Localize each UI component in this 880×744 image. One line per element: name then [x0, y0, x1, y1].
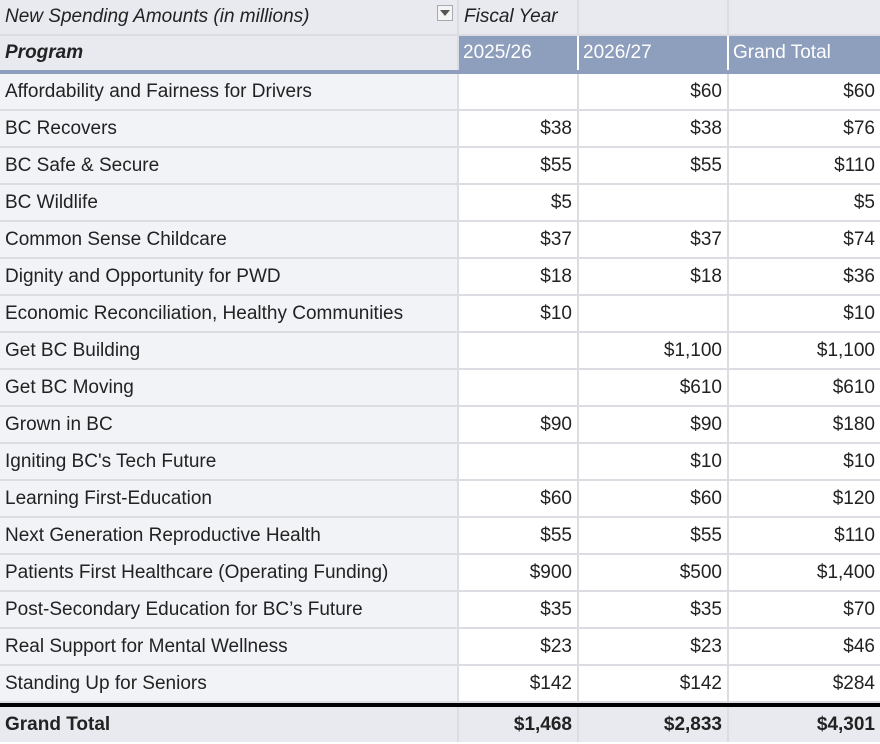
empty-header-cell	[729, 0, 880, 34]
value-cell-2026-27[interactable]: $35	[579, 592, 729, 627]
program-cell[interactable]: Grown in BC	[0, 407, 459, 442]
value-cell-2025-26[interactable]: $60	[459, 481, 579, 516]
table-row	[0, 444, 880, 481]
value-cell-2025-26[interactable]: $38	[459, 111, 579, 146]
value-cell-grand-total[interactable]: $1,100	[816, 339, 875, 361]
table-row	[0, 333, 880, 370]
program-cell[interactable]: Post-Secondary Education for BC’s Future	[0, 592, 459, 627]
value-cell-2026-27[interactable]: $55	[579, 518, 729, 553]
program-cell[interactable]: Patients First Healthcare (Operating Funding)	[0, 555, 459, 590]
program-cell[interactable]: Dignity and Opportunity for PWD	[0, 259, 459, 294]
corner-label-cell[interactable]	[0, 0, 459, 34]
table-row	[0, 407, 880, 444]
value-cell-2025-26[interactable]: $35	[459, 592, 579, 627]
table-row	[0, 481, 880, 518]
empty-header-cell	[579, 0, 729, 34]
value-cell-2026-27[interactable]: $37	[579, 222, 729, 257]
program-cell[interactable]: Real Support for Mental Wellness	[0, 629, 459, 664]
column-header-grand-total[interactable]: Grand Total	[729, 36, 880, 70]
table-row	[0, 296, 880, 333]
value-cell-grand-total[interactable]: $5	[853, 191, 875, 213]
value-cell-2025-26[interactable]: $900	[459, 555, 579, 590]
grand-total-overall[interactable]: $4,301	[729, 707, 880, 742]
value-cell-2026-27[interactable]	[579, 185, 729, 220]
value-cell-grand-total[interactable]: $76	[843, 117, 875, 139]
value-cell-grand-total[interactable]: $60	[843, 80, 875, 102]
value-cell-grand-total[interactable]: $180	[832, 413, 875, 435]
program-cell[interactable]: BC Wildlife	[0, 185, 459, 220]
column-header-2025-26[interactable]: 2025/26	[459, 36, 579, 70]
table-row	[0, 222, 880, 259]
program-cell[interactable]: Affordability and Fairness for Drivers	[0, 74, 459, 109]
table-row	[0, 666, 880, 703]
program-cell[interactable]: Igniting BC's Tech Future	[0, 444, 459, 479]
value-cell-2026-27[interactable]: $610	[579, 370, 729, 405]
dropdown-arrow-icon[interactable]	[437, 5, 453, 21]
table-row	[0, 185, 880, 222]
value-cell-grand-total[interactable]: $36	[843, 265, 875, 287]
program-cell[interactable]: Economic Reconciliation, Healthy Communities	[0, 296, 459, 331]
value-cell-2026-27[interactable]: $142	[579, 666, 729, 701]
value-cell-grand-total[interactable]: $110	[834, 154, 875, 176]
value-cell-2025-26[interactable]: $23	[459, 629, 579, 664]
value-cell-2025-26[interactable]: $37	[459, 222, 579, 257]
row-field-label[interactable]: Program	[0, 36, 459, 70]
value-cell-grand-total[interactable]: $284	[832, 672, 875, 694]
grand-total-2026-27[interactable]: $2,833	[579, 707, 729, 742]
value-cell-grand-total[interactable]: $1,400	[816, 561, 875, 583]
table-row	[0, 370, 880, 407]
program-cell[interactable]: Standing Up for Seniors	[0, 666, 459, 701]
table-row	[0, 555, 880, 592]
value-cell-grand-total[interactable]: $10	[843, 450, 875, 472]
program-cell[interactable]: Get BC Building	[0, 333, 459, 368]
value-cell-grand-total[interactable]: $46	[843, 635, 875, 657]
value-cell-2026-27[interactable]: $38	[579, 111, 729, 146]
value-cell-2026-27[interactable]: $1,100	[579, 333, 729, 368]
value-cell-2026-27[interactable]: $55	[579, 148, 729, 183]
value-cell-2026-27[interactable]: $18	[579, 259, 729, 294]
value-cell-2026-27[interactable]: $500	[579, 555, 729, 590]
value-cell-2025-26[interactable]: $5	[459, 185, 579, 220]
program-cell[interactable]: BC Safe & Secure	[0, 148, 459, 183]
program-cell[interactable]: Learning First-Education	[0, 481, 459, 516]
value-cell-grand-total[interactable]: $70	[843, 598, 875, 620]
value-cell-grand-total[interactable]: $110	[834, 524, 875, 546]
value-cell-2025-26[interactable]: $90	[459, 407, 579, 442]
value-cell-2025-26[interactable]: $142	[459, 666, 579, 701]
grand-total-2025-26[interactable]: $1,468	[459, 707, 579, 742]
value-cell-grand-total[interactable]: $74	[843, 228, 875, 250]
value-cell-2025-26[interactable]	[459, 370, 579, 405]
value-cell-2026-27[interactable]: $60	[579, 74, 729, 109]
value-cell-2026-27[interactable]	[579, 296, 729, 331]
pivot-filter-row	[0, 0, 880, 36]
program-cell[interactable]: Get BC Moving	[0, 370, 459, 405]
corner-label: New Spending Amounts (in millions)	[5, 6, 310, 27]
table-row	[0, 148, 880, 185]
column-header-row	[0, 36, 880, 74]
value-cell-2025-26[interactable]	[459, 74, 579, 109]
grand-total-row	[0, 703, 880, 742]
value-cell-2025-26[interactable]: $18	[459, 259, 579, 294]
value-cell-2026-27[interactable]: $23	[579, 629, 729, 664]
value-cell-2025-26[interactable]	[459, 333, 579, 368]
value-cell-2025-26[interactable]: $55	[459, 148, 579, 183]
table-row	[0, 74, 880, 111]
value-cell-2025-26[interactable]: $55	[459, 518, 579, 553]
program-cell[interactable]: BC Recovers	[0, 111, 459, 146]
table-row	[0, 111, 880, 148]
value-cell-2026-27[interactable]: $60	[579, 481, 729, 516]
value-cell-2025-26[interactable]: $10	[459, 296, 579, 331]
grand-total-label[interactable]: Grand Total	[0, 707, 459, 742]
program-cell[interactable]: Common Sense Childcare	[0, 222, 459, 257]
value-cell-2026-27[interactable]: $10	[579, 444, 729, 479]
table-row	[0, 629, 880, 666]
program-cell[interactable]: Next Generation Reproductive Health	[0, 518, 459, 553]
value-cell-grand-total[interactable]: $610	[832, 376, 875, 398]
value-cell-2025-26[interactable]	[459, 444, 579, 479]
table-row	[0, 518, 880, 555]
table-row	[0, 259, 880, 296]
table-row	[0, 592, 880, 629]
value-cell-2026-27[interactable]: $90	[579, 407, 729, 442]
column-header-2026-27[interactable]: 2026/27	[579, 36, 729, 70]
value-cell-grand-total[interactable]: $10	[843, 302, 875, 324]
value-cell-grand-total[interactable]: $120	[832, 487, 875, 509]
column-field-label[interactable]: Fiscal Year	[459, 0, 579, 34]
